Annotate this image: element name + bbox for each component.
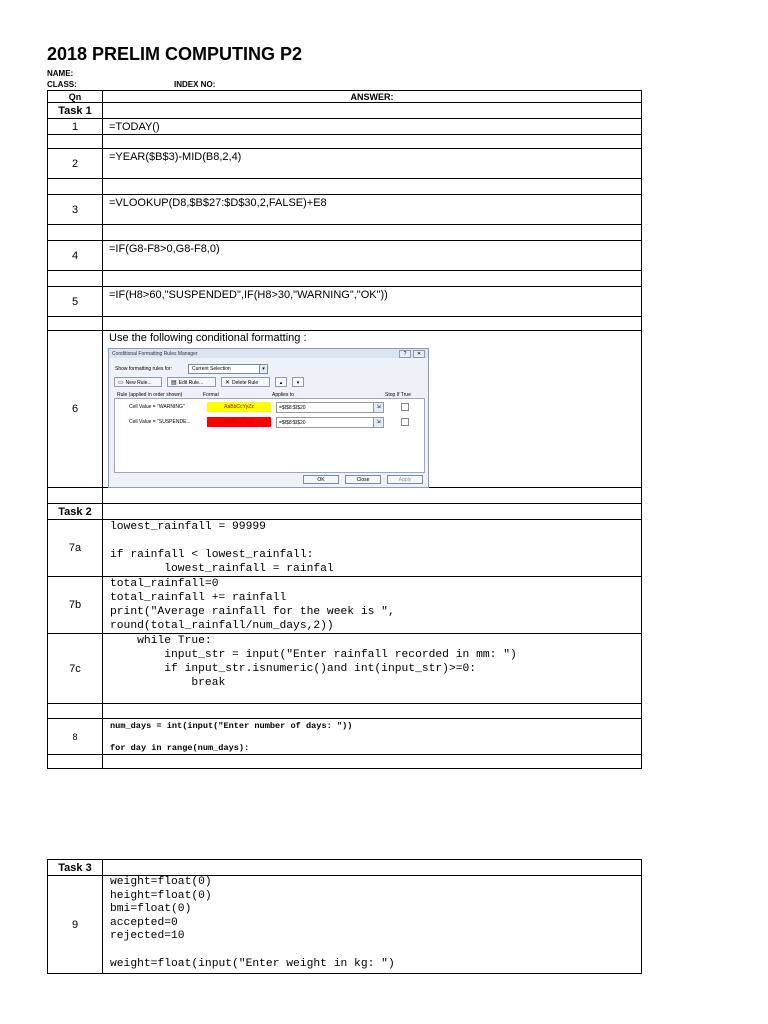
dialog-title: Conditional Formatting Rules Manager	[112, 351, 198, 357]
spacer-row	[48, 704, 642, 719]
table-row	[48, 577, 642, 634]
answer-column-header: ANSWER:	[103, 91, 642, 103]
task1-label: Task 1	[48, 103, 103, 119]
answer-code: total_rainfall=0 total_rainfall += rainfall print("Average rainfall for the week is ", round(total_rainfall/num_days,2))	[110, 578, 395, 632]
task2-label: Task 2	[48, 504, 103, 520]
question-number: 3	[48, 195, 103, 225]
ok-button[interactable]: OK	[303, 475, 339, 484]
answer-cell	[103, 634, 642, 704]
table-header-row	[48, 91, 642, 103]
answer-cell	[103, 195, 642, 225]
close-window-button[interactable]: ✕	[413, 350, 425, 358]
question-number: 6	[48, 331, 103, 488]
show-rules-value: Current Selection	[192, 366, 231, 372]
spacer-row	[48, 179, 642, 195]
question-number: 7b	[48, 577, 103, 634]
task-row	[48, 103, 642, 119]
show-rules-label: Show formatting rules for:	[115, 366, 172, 372]
show-rules-select[interactable]	[188, 364, 268, 374]
table-row	[48, 520, 642, 577]
answer-code: weight=float(0) height=float(0) bmi=float(0) accepted=0 rejected=10 weight=float(input("Enter weight in kg: ")	[110, 876, 395, 970]
chevron-down-icon: ▾	[259, 365, 267, 373]
spacer-row	[48, 755, 642, 769]
edit-rule-label: Edit Rule...	[178, 380, 204, 386]
delete-rule-button[interactable]	[221, 377, 270, 387]
delete-icon: ✕	[225, 380, 231, 386]
question-number: 2	[48, 149, 103, 179]
rules-list	[114, 398, 425, 473]
applies-to-field[interactable]	[276, 402, 383, 413]
answer-formula: =YEAR($B$3)-MID(B8,2,4)	[109, 151, 242, 163]
new-rule-label: New Rule...	[125, 380, 152, 386]
task-row	[48, 504, 642, 520]
answer-cell	[103, 241, 642, 271]
table-row	[48, 119, 642, 135]
move-up-button[interactable]	[275, 377, 287, 387]
task3-label: Task 3	[48, 860, 103, 876]
answer-cell	[103, 287, 642, 317]
answer-cell	[103, 149, 642, 179]
delete-rule-label: Delete Rule	[232, 380, 259, 386]
question-number: 7a	[48, 520, 103, 577]
question-number: 5	[48, 287, 103, 317]
qn-column-header: Qn	[48, 91, 103, 103]
answer-code: while True: input_str = input("Enter rainfall recorded in mm: ") if input_str.isnumeric()and int(input_str)>=0: break	[137, 635, 517, 689]
format-column-header: Format	[203, 392, 219, 398]
spacer-row	[48, 271, 642, 287]
task-row	[48, 860, 642, 876]
answer-cell	[103, 119, 642, 135]
table-row	[48, 719, 642, 755]
question-number: 8	[48, 719, 103, 755]
task3-table	[47, 859, 642, 974]
table-row	[48, 149, 642, 179]
rule-row[interactable]	[115, 416, 424, 428]
document-title: 2018 PRELIM COMPUTING P2	[47, 44, 303, 64]
stop-if-true-checkbox[interactable]	[401, 403, 409, 411]
edit-rule-icon: ▤	[171, 380, 177, 386]
question-number: 1	[48, 119, 103, 135]
class-label: CLASS:	[47, 80, 77, 89]
answer-formula: =VLOOKUP(D8,$B$27:$D$30,2,FALSE)+E8	[109, 197, 327, 209]
applies-to-value: =$I$8:$I$20	[279, 405, 306, 411]
applies-column-header: Applies to	[272, 392, 294, 398]
table-row	[48, 287, 642, 317]
apply-button[interactable]: Apply	[387, 475, 423, 484]
answer-formula: =IF(H8>60,"SUSPENDED",IF(H8>30,"WARNING","OK"))	[109, 289, 388, 301]
answer-cell	[103, 719, 642, 755]
range-picker-icon[interactable]: ⇲	[373, 417, 384, 428]
spacer-row	[48, 225, 642, 241]
spacer-row	[48, 488, 642, 504]
answer-code: num_days = int(input("Enter number of days: ")) for day in range(num_days):	[110, 721, 353, 753]
arrow-up-icon: ▴	[279, 380, 283, 386]
arrow-down-icon: ▾	[296, 380, 300, 386]
rule-condition: Cell Value = "WARNING"	[129, 404, 185, 410]
spacer-row	[48, 317, 642, 331]
close-button[interactable]: Close	[345, 475, 381, 484]
range-picker-icon[interactable]: ⇲	[373, 402, 384, 413]
table-row	[48, 634, 642, 704]
answer-code: lowest_rainfall = 99999 if rainfall < lowest_rainfall: lowest_rainfall = rainfal	[110, 521, 334, 575]
format-preview: AaBbCcYyZz	[207, 402, 271, 412]
table-row	[48, 876, 642, 974]
conditional-formatting-dialog	[108, 348, 429, 488]
format-preview: AaBbCcYyZz	[207, 417, 271, 427]
stop-if-true-checkbox[interactable]	[401, 418, 409, 426]
rule-condition: Cell Value = "SUSPENDE...	[129, 419, 191, 425]
new-rule-button[interactable]	[114, 377, 162, 387]
answer-formula: =TODAY()	[109, 121, 160, 133]
answer-cell	[103, 577, 642, 634]
table-row	[48, 195, 642, 225]
table-row	[48, 241, 642, 271]
dialog-title-bar	[109, 349, 428, 358]
rule-column-header: Rule (applied in order shown)	[117, 392, 183, 398]
spacer-row	[48, 135, 642, 149]
stop-column-header: Stop If True	[385, 392, 411, 398]
answer-cell	[103, 520, 642, 577]
name-label: NAME:	[47, 69, 74, 78]
help-button[interactable]: ?	[399, 350, 411, 358]
index-no-label: INDEX NO:	[174, 80, 216, 89]
answer-formula: =IF(G8-F8>0,G8-F8,0)	[109, 243, 220, 255]
move-down-button[interactable]	[292, 377, 304, 387]
question-number: 9	[48, 876, 103, 974]
applies-to-value: =$I$8:$I$20	[279, 420, 306, 426]
answer-cell	[103, 876, 642, 974]
new-rule-icon: ▭	[118, 380, 124, 386]
question-number: 4	[48, 241, 103, 271]
edit-rule-button[interactable]	[167, 377, 216, 387]
question-number: 7c	[48, 634, 103, 704]
rule-row[interactable]	[115, 401, 424, 413]
answer-text: Use the following conditional formatting :	[109, 332, 307, 344]
applies-to-field[interactable]	[276, 417, 383, 428]
